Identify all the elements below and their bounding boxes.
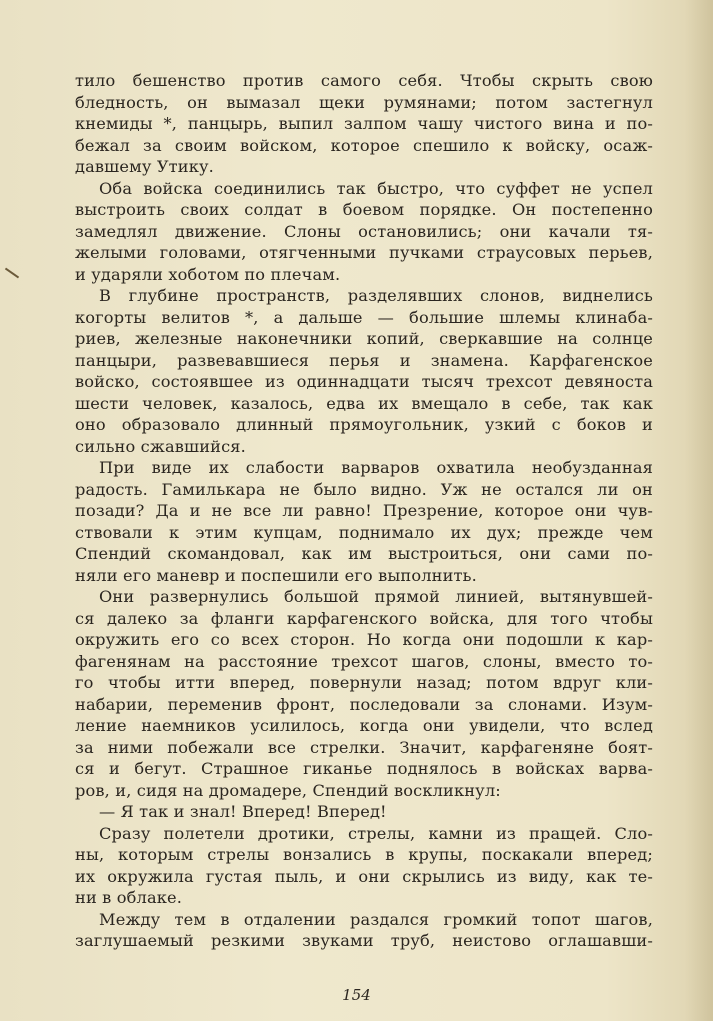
text-line: Спендий скомандовал, как им выстроиться, они сами по-	[75, 544, 653, 563]
text-line: шести человек, казалось, едва их вмещало в себе, так как	[75, 393, 653, 413]
paragraph	[75, 178, 653, 286]
text-line: за ними побежали все стрелки. Значит, карфагеняне боят-	[75, 737, 653, 757]
text-line: давшему Утику.	[75, 157, 214, 176]
text-line: панцыри, развевавшиеся перья и знамена. Карфагенское	[75, 350, 653, 370]
text-line: Они развернулись большой прямой линией, вытянувшей-	[99, 587, 653, 606]
text-line: выстроить своих солдат в боевом порядке. Он постепенно	[75, 200, 653, 219]
text-line: го чтобы итти вперед, повернули назад; потом вдруг кли-	[75, 673, 653, 692]
text-line: замедлял движение. Слоны остановились; они качали тя-	[75, 221, 653, 241]
text-line: — Я так и знал! Вперед! Вперед!	[99, 802, 387, 821]
paragraph	[75, 457, 653, 586]
text-line: когорты велитов *, а дальше — большие шлемы клинаба-	[75, 307, 653, 327]
text-line: Между тем в отдалении раздался громкий топот шагов,	[99, 909, 653, 929]
text-line: Сразу полетели дротики, стрелы, камни из пращей. Сло-	[99, 823, 653, 843]
text-line: ся далеко за фланги карфагенского войска, для того чтобы	[75, 608, 653, 628]
text-line: бежал за своим войском, которое спешило к войску, осаж-	[75, 135, 653, 155]
text-line: ление наемников усилилось, когда они увидели, что вслед	[75, 716, 653, 735]
text-line: желыми головами, отягченными пучками страусовых перьев,	[75, 243, 653, 262]
text-line: фагенянам на расстояние трехсот шагов, слоны, вместо то-	[75, 651, 653, 671]
text-line: ны, которым стрелы вонзались в крупы, поскакали вперед;	[75, 845, 653, 864]
text-line: войско, состоявшее из одиннадцати тысяч трехсот девяноста	[75, 372, 653, 391]
text-line: окружить его со всех сторон. Но когда они подошли к кар-	[75, 630, 653, 649]
text-line: Оба войска соединились так быстро, что суффет не успел	[99, 178, 653, 198]
text-line: ствовали к этим купцам, поднимало их дух; прежде чем	[75, 522, 653, 542]
text-line: бледность, он вымазал щеки румянами; потом застегнул	[75, 92, 653, 112]
text-line: позади? Да и не все ли равно! Презрение, которое они чув-	[75, 501, 653, 520]
paragraph	[75, 801, 653, 823]
text-line: радость. Гамилькара не было видно. Уж не остался ли он	[75, 479, 653, 499]
paragraph	[75, 823, 653, 909]
text-line: их окружила густая пыль, и они скрылись из виду, как те-	[75, 866, 653, 886]
text-line: набарии, переменив фронт, последовали за слонами. Изум-	[75, 694, 653, 714]
text-line: ни в облаке.	[75, 888, 183, 907]
paragraph	[75, 70, 653, 178]
text-line: тило бешенство против самого себя. Чтобы скрыть свою	[75, 71, 653, 90]
book-page-text	[75, 70, 653, 952]
text-line: ров, и, сидя на дромадере, Спендий воскликнул:	[75, 780, 501, 800]
text-line: При виде их слабости варваров охватила необузданная	[99, 458, 653, 477]
page-number: 154	[342, 986, 371, 1004]
margin-mark	[5, 268, 19, 279]
paragraph	[75, 586, 653, 801]
text-line: сильно сжавшийся.	[75, 436, 246, 456]
text-line: заглушаемый резкими звуками труб, неистово оглашавши-	[75, 931, 653, 950]
text-line: кнемиды *, панцырь, выпил залпом чашу чистого вина и по-	[75, 114, 653, 133]
text-line: оно образовало длинный прямоугольник, узкий с боков и	[75, 415, 653, 434]
paragraph	[75, 285, 653, 457]
text-line: риев, железные наконечники копий, сверкавшие на солнце	[75, 329, 653, 348]
text-line: В глубине пространств, разделявших слонов, виднелись	[99, 286, 653, 305]
text-line: няли его маневр и поспешили его выполнить.	[75, 565, 477, 585]
text-line: ся и бегут. Страшное гиканье поднялось в войсках варва-	[75, 759, 653, 778]
text-line: и ударяли хоботом по плечам.	[75, 264, 341, 284]
paragraph	[75, 909, 653, 952]
